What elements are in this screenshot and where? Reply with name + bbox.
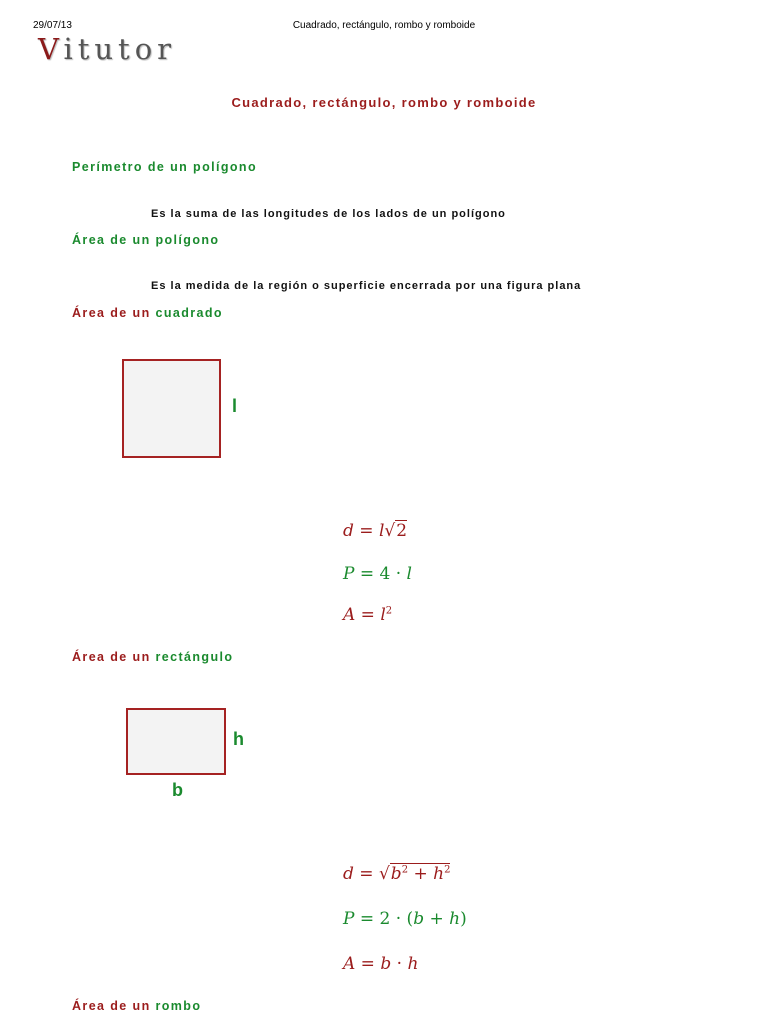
square-figure	[122, 359, 221, 458]
rectangle-base-label: b	[172, 780, 183, 800]
formula-rectangle-diagonal: $d = √b^2 + h^2$	[343, 864, 451, 884]
heading-cuadrado-term: cuadrado	[155, 306, 223, 320]
print-doc-title: Cuadrado, rectángulo, rombo y romboide	[292, 20, 476, 31]
rectangle-figure	[126, 708, 226, 775]
heading-cuadrado-prefix: Área de un	[72, 306, 151, 320]
page-title: Cuadrado, rectángulo, rombo y romboide	[231, 95, 537, 110]
logo-rest: itutor	[63, 32, 177, 66]
logo-initial: V	[38, 32, 64, 66]
print-date: 29/07/13	[33, 20, 72, 31]
heading-perimetro: Perímetro de un polígono	[72, 160, 257, 174]
heading-rectangulo	[72, 650, 233, 664]
formula-square-area: $A = l^2$	[343, 605, 393, 625]
formula-rectangle-area: A = b · h	[343, 954, 419, 974]
formula-square-diagonal: d = l√2	[343, 521, 408, 541]
rectangle-height-label: h	[233, 729, 244, 749]
heading-cuadrado	[72, 306, 223, 320]
heading-rombo	[72, 999, 201, 1013]
vitutor-logo[interactable]	[38, 32, 176, 66]
definition-area: Es la medida de la región o superficie encerrada por una figura plana	[151, 280, 582, 292]
heading-rectangulo-prefix: Área de un	[72, 650, 151, 664]
square-side-label: l	[232, 396, 238, 416]
formula-square-perimeter: P = 4 · l	[343, 564, 412, 584]
heading-rectangulo-term: rectángulo	[155, 650, 234, 664]
formula-rectangle-perimeter: P = 2 · (b + h)	[343, 909, 467, 929]
definition-perimetro: Es la suma de las longitudes de los lados de un polígono	[151, 208, 506, 220]
heading-rombo-prefix: Área de un	[72, 999, 151, 1013]
heading-area: Área de un polígono	[72, 233, 220, 247]
heading-rombo-term: rombo	[155, 999, 202, 1013]
